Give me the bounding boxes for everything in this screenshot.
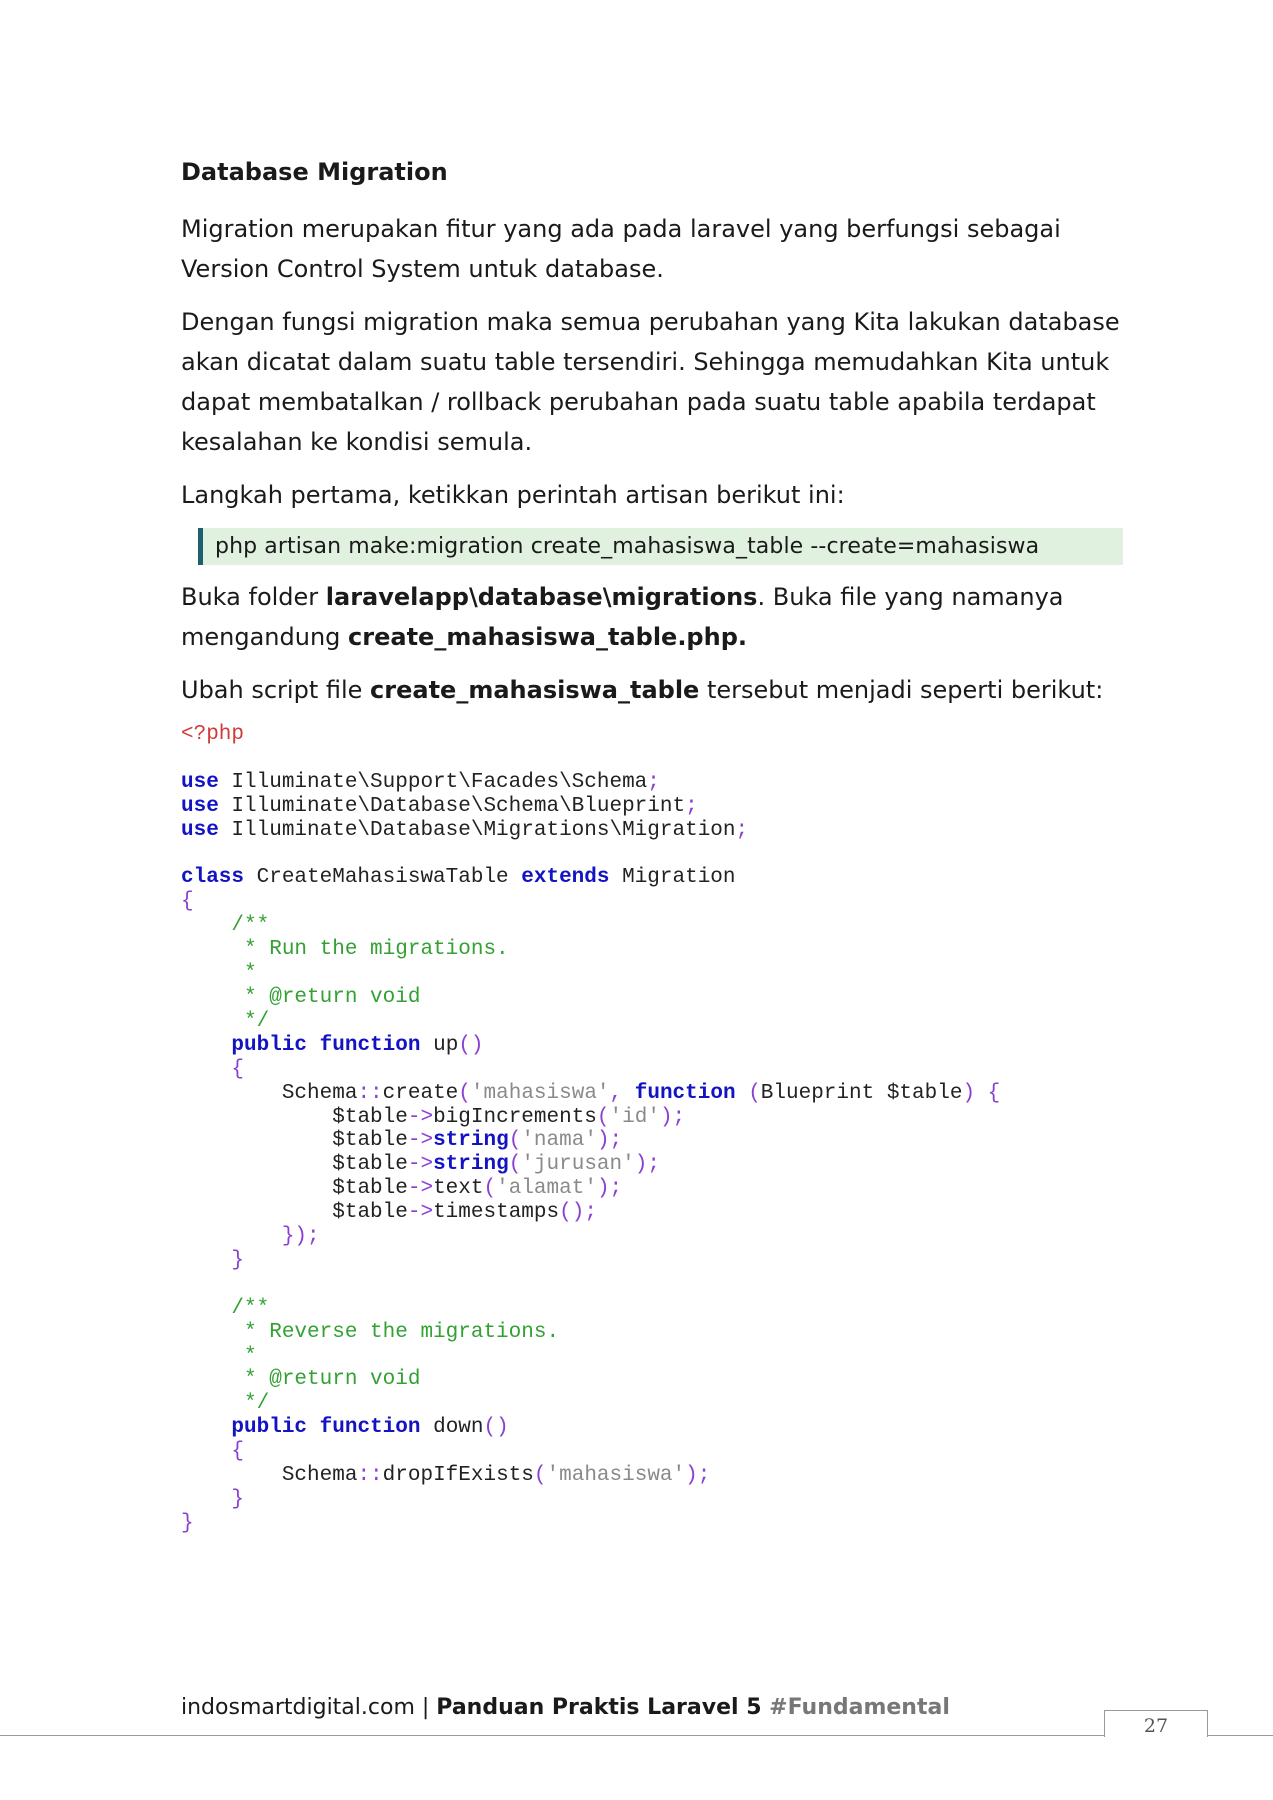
method-call: create <box>382 1081 459 1105</box>
keyword: function <box>319 1416 421 1440</box>
text: Ubah script file <box>181 676 371 704</box>
string-literal: 'alamat' <box>496 1177 597 1201</box>
page-footer <box>181 1695 950 1720</box>
class-ref: Schema <box>281 1464 358 1488</box>
php-open-tag: <?php <box>181 723 245 746</box>
keyword: function <box>319 1033 421 1057</box>
method-call: timestamps <box>433 1201 560 1225</box>
keyword: class <box>181 866 245 890</box>
footer-rule-right <box>1206 1735 1273 1736</box>
paragraph-edit-script <box>181 670 1123 710</box>
namespace: Illuminate\Database\Migrations\Migration <box>218 818 736 842</box>
keyword: use <box>181 770 219 794</box>
code-block: <?php use Illuminate\Support\Facades\Schema; use Illuminate\Database\Schema\Blueprint; use Illuminate\Database\Migrations\Migration; class CreateMahasiswaTable extends Migration { /** * Run the migrations. * * @return void */ public function up() { Schema::create('mahasiswa', function (Blueprint $table) { $table->bigIncrements('id'); $table->string('nama'); $table->string('jurusan'); $table->text('alamat'); $table->timestamps(); }); } /** * Reverse the migrations. * * @return void */ public function down() { Schema::dropIfExists('mahasiswa'); } } <box>181 723 1001 1535</box>
artisan-command-box <box>198 528 1123 565</box>
text: . Buka file yang namanya mengandung <box>181 583 1064 651</box>
text: tersebut menjadi seperti berikut: <box>699 676 1104 704</box>
method-call: text <box>433 1177 484 1201</box>
namespace: Illuminate\Database\Schema\Blueprint <box>218 794 686 818</box>
keyword: use <box>181 794 219 818</box>
method-name: up <box>433 1033 459 1057</box>
string-literal: 'nama' <box>521 1129 597 1153</box>
footer-separator: | <box>414 1695 437 1720</box>
doc-comment: /** * Run the migrations. * * @return void */ <box>231 914 509 1033</box>
keyword: string <box>433 1129 509 1153</box>
script-file-name: create_mahasiswa_table <box>370 676 700 704</box>
parent-class: Migration <box>609 866 736 890</box>
text: Buka folder <box>181 583 326 611</box>
keyword: public <box>231 1416 308 1440</box>
method-name: down <box>433 1416 484 1440</box>
method-call: dropIfExists <box>382 1464 534 1488</box>
keyword: use <box>181 818 219 842</box>
page-number: 27 <box>1104 1710 1208 1737</box>
section-heading: Database Migration <box>181 158 448 186</box>
keyword: function <box>634 1081 736 1105</box>
migration-file-name: create_mahasiswa_table.php. <box>348 623 747 651</box>
string-literal: 'jurusan' <box>521 1153 635 1177</box>
artisan-command: php artisan make:migration create_mahasiswa_table --create=mahasiswa <box>215 534 1040 559</box>
paragraph-open-folder <box>181 577 1123 657</box>
variable: $table <box>332 1153 408 1177</box>
string-literal: 'mahasiswa' <box>470 1081 610 1105</box>
keyword: extends <box>521 866 610 890</box>
class-ref: Schema <box>281 1081 358 1105</box>
namespace: Illuminate\Support\Facades\Schema <box>218 770 648 794</box>
paragraph-step-one: Langkah pertama, ketikkan perintah artisan berikut ini: <box>181 481 845 509</box>
paragraph-intro: Migration merupakan fitur yang ada pada laravel yang berfungsi sebagai Version Control System untuk database. <box>181 215 1061 283</box>
variable: $table <box>332 1201 408 1225</box>
string-literal: 'id' <box>609 1105 660 1129</box>
method-call: bigIncrements <box>433 1105 597 1129</box>
variable: $table <box>332 1177 408 1201</box>
variable: $table <box>332 1105 408 1129</box>
doc-comment: /** * Reverse the migrations. * * @return void */ <box>231 1296 560 1416</box>
footer-tag: #Fundamental <box>769 1695 950 1720</box>
folder-path: laravelapp\database\migrations <box>325 583 758 611</box>
class-name: CreateMahasiswaTable <box>244 866 522 890</box>
keyword: string <box>433 1153 509 1177</box>
footer-book-title: Panduan Praktis Laravel 5 <box>436 1695 770 1720</box>
keyword: public <box>231 1033 308 1057</box>
variable: $table <box>332 1129 408 1153</box>
string-literal: 'mahasiswa' <box>546 1464 686 1488</box>
paragraph-explanation: Dengan fungsi migration maka semua perubahan yang Kita lakukan database akan dicatat dalam suatu table tersendiri. Sehingga memudahkan Kita untuk dapat membatalkan / rollback perubahan pada suatu table apabila terdapat kesalahan ke kondisi semula. <box>181 308 1120 456</box>
page-content <box>181 157 1123 1536</box>
footer-rule-left <box>0 1735 1104 1736</box>
closure-arg: Blueprint $table <box>760 1081 963 1105</box>
footer-site: indosmartdigital.com <box>181 1695 415 1720</box>
